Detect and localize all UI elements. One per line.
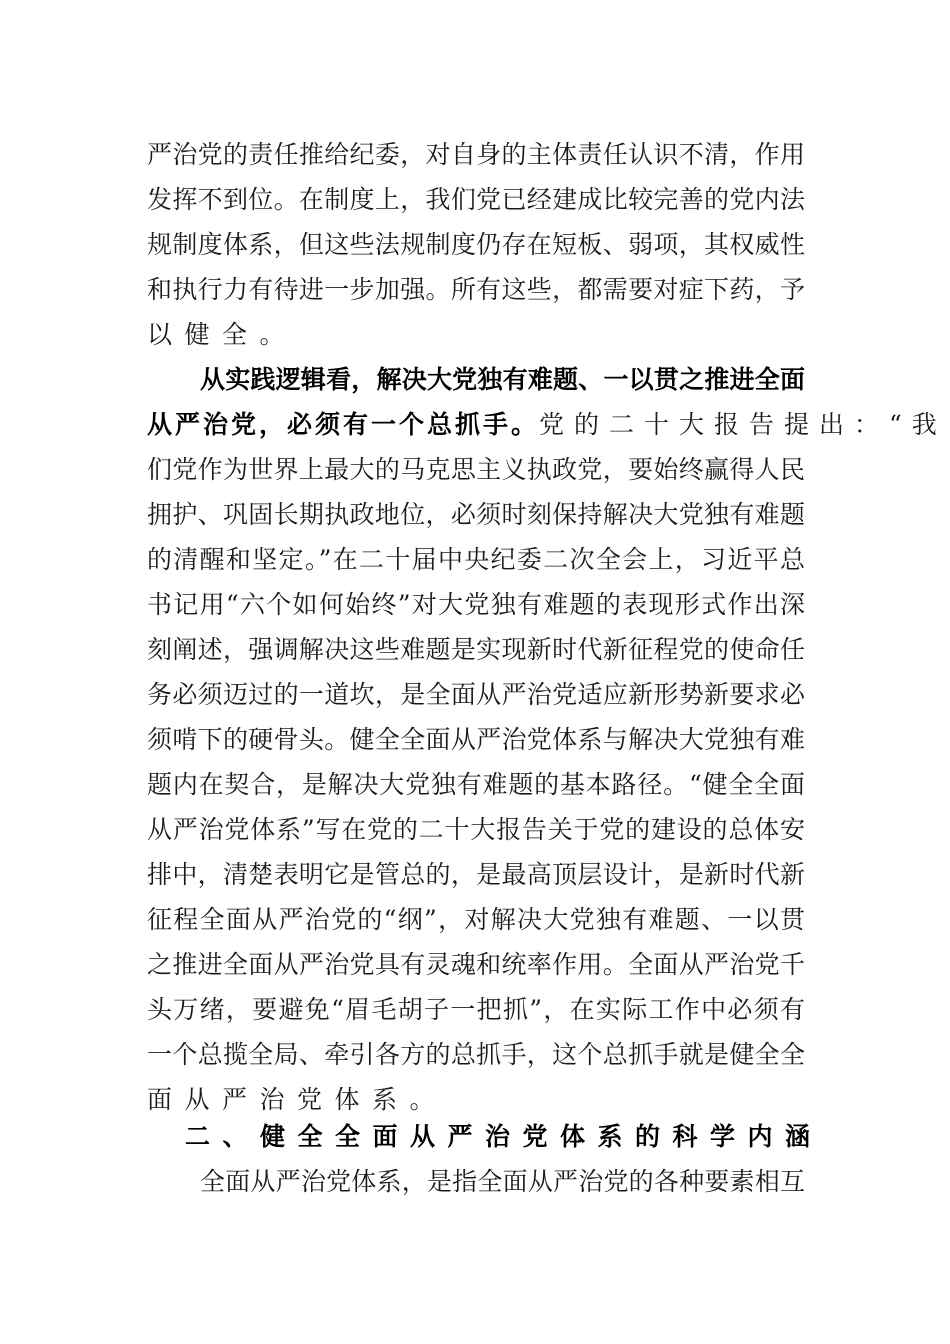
body-text-line: 之推进全面从严治党具有灵魂和统率作用。全面从严治党千: [147, 950, 805, 979]
body-text-line: 以健全。: [147, 320, 298, 349]
body-text-line: 发挥不到位。在制度上，我们党已经建成比较完善的党内法: [147, 185, 805, 214]
body-text-line: 须啃下的硬骨头。健全全面从严治党体系与解决大党独有难: [147, 725, 805, 754]
body-text-line: 们党作为世界上最大的马克思主义执政党，要始终赢得人民: [147, 455, 805, 484]
body-text-line: 刻阐述，强调解决这些难题是实现新时代新征程党的使命任: [147, 635, 805, 664]
body-text-line: 头万绪，要避免“眉毛胡子一把抓”，在实际工作中必须有: [147, 995, 805, 1024]
body-text-line: 严治党的责任推给纪委，对自身的主体责任认识不清，作用: [147, 140, 805, 169]
body-text: 党的二十大报告提出：“我: [539, 410, 947, 439]
body-text-line: [147, 405, 947, 445]
body-text-line: 拥护、巩固长期执政地位，必须时刻保持解决大党独有难题: [147, 500, 805, 529]
body-text-line: 书记用“六个如何始终”对大党独有难题的表现形式作出深: [147, 590, 805, 619]
body-text-line: 征程全面从严治党的“纲”，对解决大党独有难题、一以贯: [147, 905, 805, 934]
section-heading: 二、健全全面从严治党体系的科学内涵: [185, 1122, 823, 1151]
body-text-line: 和执行力有待进一步加强。所有这些，都需要对症下药，予: [147, 275, 805, 304]
body-text-line: 面从严治党体系。: [147, 1085, 448, 1114]
body-text-line: 一个总揽全局、牵引各方的总抓手，这个总抓手就是健全全: [147, 1040, 805, 1069]
body-text-line: 全面从严治党体系，是指全面从严治党的各种要素相互: [200, 1167, 805, 1196]
body-text-line: 规制度体系，但这些法规制度仍存在短板、弱项，其权威性: [147, 230, 805, 259]
bold-lead-sentence: 从实践逻辑看，解决大党独有难题、一以贯之推进全面: [200, 365, 805, 394]
body-text-line: 的清醒和坚定。”在二十届中央纪委二次全会上，习近平总: [147, 545, 805, 574]
bold-lead-sentence: 从严治党，必须有一个总抓手。: [147, 410, 540, 439]
body-text-line: 从严治党体系”写在党的二十大报告关于党的建设的总体安: [147, 815, 805, 844]
body-text-line: 务必须迈过的一道坎，是全面从严治党适应新形势新要求必: [147, 680, 805, 709]
body-text-line: 排中，清楚表明它是管总的，是最高顶层设计，是新时代新: [147, 860, 805, 889]
body-text-line: 题内在契合，是解决大党独有难题的基本路径。“健全全面: [147, 770, 805, 799]
